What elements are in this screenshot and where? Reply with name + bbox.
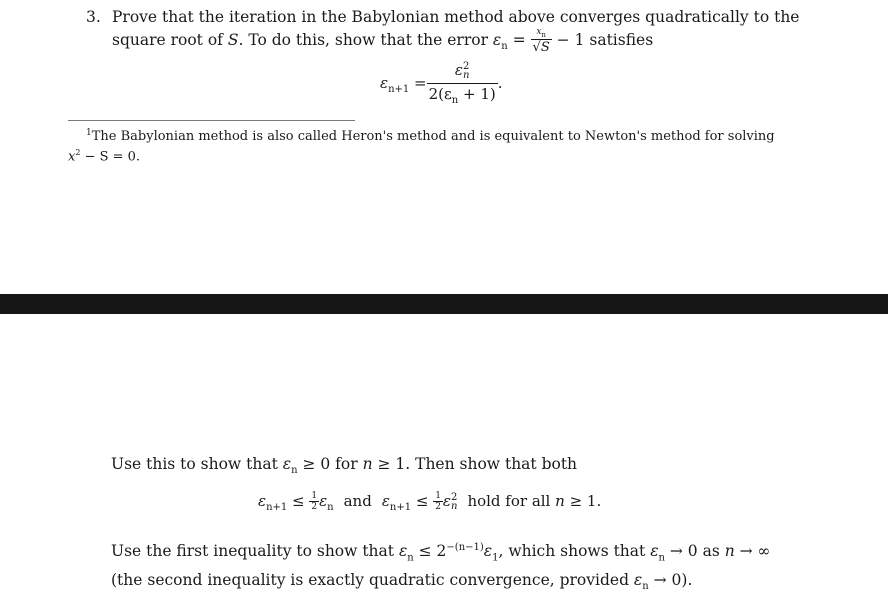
text: → ∞ (734, 542, 771, 561)
convergence-line-2 (111, 569, 831, 598)
paragraph-show-nonnegative (111, 455, 577, 476)
var-n: n (724, 542, 735, 561)
text: 2(ε (428, 85, 452, 103)
var-n: n (362, 455, 373, 473)
subscript: n+1 (389, 502, 412, 513)
text: − 1 (551, 30, 585, 49)
epsilon: ε (650, 542, 659, 561)
subscript: 1 (492, 552, 499, 564)
subscript: n (462, 70, 470, 81)
epsilon: ε (442, 492, 451, 510)
fraction-numerator: 1 (435, 491, 441, 501)
var-s: S (227, 30, 239, 49)
fraction-denominator: 2 (435, 502, 441, 512)
superscript: −(n−1) (446, 542, 484, 553)
epsilon: ε (319, 492, 328, 510)
text: square root of (112, 30, 228, 49)
equals: = (409, 73, 427, 92)
page-top (0, 0, 888, 294)
fraction-numerator: 1 (311, 491, 318, 501)
equation-fraction (427, 62, 498, 106)
text: satisfies (584, 30, 654, 49)
fraction-denominator: 2 (311, 502, 318, 512)
footnote-line-1 (86, 124, 775, 146)
text: . To do this, show that the error (238, 30, 493, 49)
inline-fraction (531, 28, 552, 54)
text: ≤ 2 (413, 542, 447, 561)
subscript: n (541, 30, 546, 39)
text: + 1) (458, 85, 496, 103)
problem-line-1: Prove that the iteration in the Babylonian method above converges quadratically to the (112, 8, 800, 26)
problem-number: 3. (86, 8, 101, 26)
sup-sub-stack (463, 62, 469, 80)
var-x: x (536, 27, 542, 37)
problem-line-2 (112, 28, 653, 58)
text: → 0). (648, 571, 693, 590)
epsilon: ε (398, 542, 408, 561)
text: ≥ 1. Then show that both (372, 455, 578, 473)
page-bottom (0, 314, 888, 593)
var-n: n (555, 492, 565, 510)
fraction-denominator (531, 39, 552, 54)
text: Use this to show that (111, 455, 283, 473)
half-fraction (309, 492, 319, 512)
equation-lhs (380, 74, 427, 95)
display-equation (380, 62, 503, 106)
text: hold for all (467, 492, 556, 510)
superscript: 2 (462, 61, 470, 72)
subscript: n (642, 581, 649, 593)
epsilon: ε (282, 455, 292, 473)
epsilon: ε (454, 61, 463, 79)
subscript: n (658, 552, 665, 564)
text: Use the first inequality to show that (111, 542, 399, 561)
inequalities-display (258, 492, 601, 513)
text: and (343, 492, 372, 510)
subscript: n (291, 465, 298, 477)
paragraph-convergence (111, 536, 831, 598)
convergence-line-1 (111, 536, 831, 569)
period: . (497, 74, 503, 92)
sup-sub-stack (451, 493, 457, 511)
leq: ≤ (287, 492, 310, 510)
subscript: n (407, 552, 414, 564)
epsilon: ε (258, 492, 267, 510)
text: ≥ 0 for (297, 455, 363, 473)
epsilon: ε (492, 30, 502, 49)
equals: = (507, 30, 531, 49)
fraction-numerator (531, 28, 552, 39)
subscript: n (451, 95, 459, 106)
footnote-rule (68, 120, 355, 121)
epsilon: ε (483, 542, 493, 561)
half-fraction (433, 492, 443, 512)
superscript: 2 (450, 492, 458, 503)
subscript: n+1 (266, 502, 288, 513)
epsilon: ε (380, 73, 389, 92)
text: − S = 0. (80, 149, 141, 165)
subscript: n (501, 41, 508, 52)
epsilon: ε (381, 492, 390, 510)
sqrt-symbol: √ (532, 39, 541, 55)
footnote-mark: 1 (86, 128, 92, 138)
subscript: n (327, 502, 334, 513)
page-separator-bar (0, 294, 888, 314)
text: (the second inequality is exactly quadratic convergence, provided (111, 571, 634, 590)
var-s: S (540, 39, 550, 55)
superscript: 2 (75, 148, 81, 157)
text: → 0 as (664, 542, 725, 561)
epsilon: ε (633, 571, 643, 590)
subscript: n+1 (388, 83, 410, 95)
text: , which shows that (498, 542, 651, 561)
var-x: x (68, 149, 76, 165)
text: The Babylonian method is also called Heron's method and is equivalent to Newton's method for solving (91, 129, 775, 144)
fraction-denominator (427, 83, 498, 106)
subscript: n (450, 501, 458, 512)
leq: ≤ (411, 492, 434, 510)
fraction-numerator (427, 62, 498, 83)
text: ≥ 1. (564, 492, 602, 510)
footnote-line-2 (68, 143, 140, 166)
